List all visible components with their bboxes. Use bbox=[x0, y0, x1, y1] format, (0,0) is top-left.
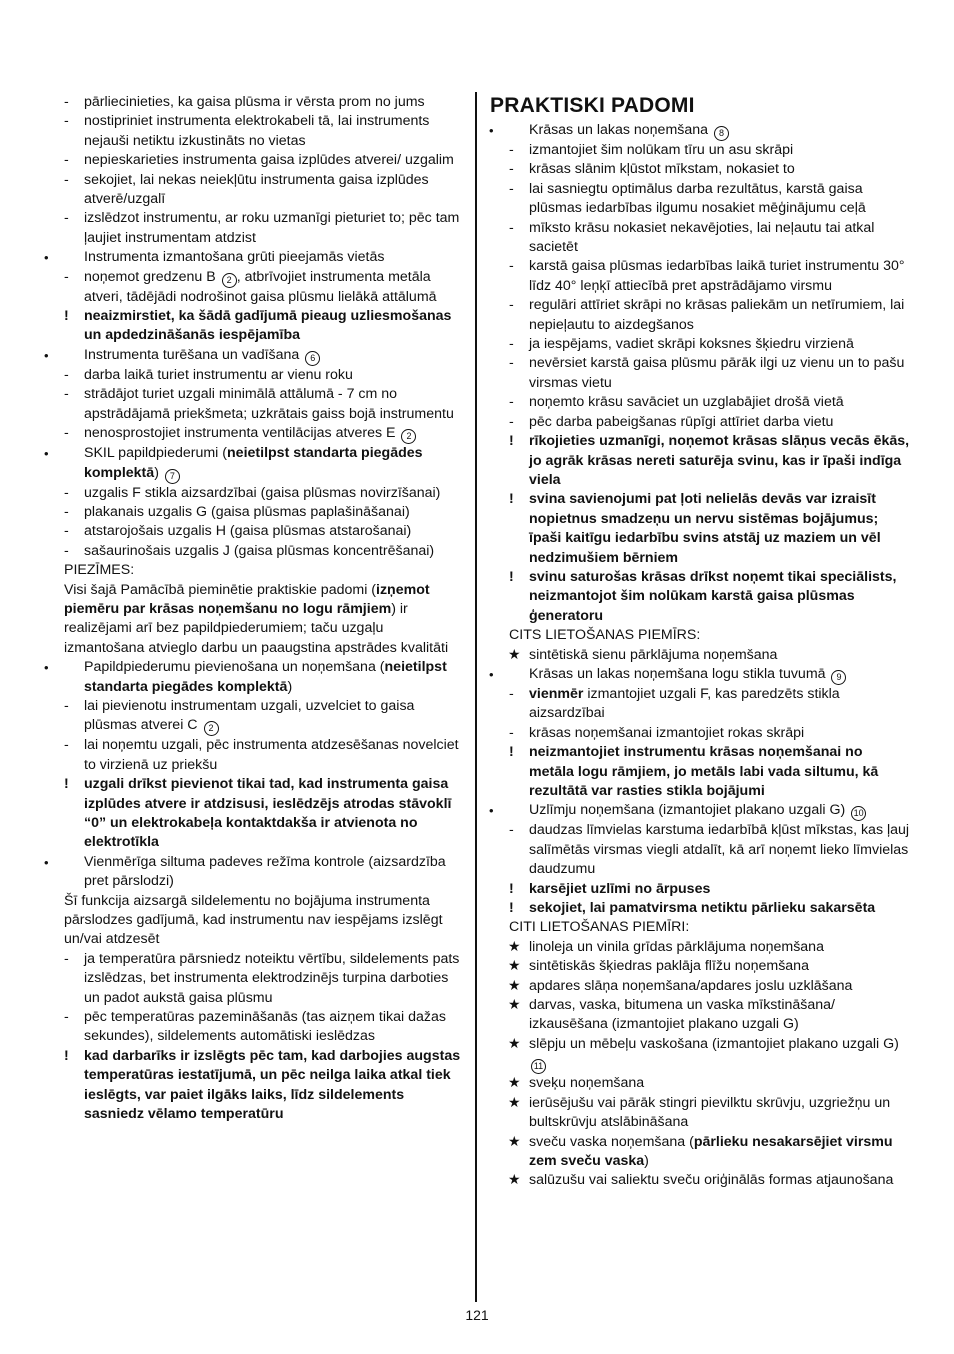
figure-ref-number: 9 bbox=[831, 670, 846, 685]
item-text bbox=[529, 725, 804, 741]
text-run: salūzušu vai saliektu sveču oriģinālās formas atjaunošana bbox=[529, 1172, 894, 1189]
left-list-item bbox=[44, 151, 464, 170]
text-run: sintētiskās šķiedras paklāja flīžu noņemšana bbox=[529, 958, 809, 975]
right-list-item bbox=[489, 899, 911, 918]
text-run: apdares slāņa noņemšana/apdares joslu uzklāšana bbox=[529, 977, 853, 994]
text-run: darvas, vaska, bitumena un vaska mīkstināšana/ izkausēšana (izmantojiet plakano uzgali G) bbox=[529, 997, 835, 1033]
left-list-item bbox=[44, 658, 464, 697]
dash-bullet: - bbox=[64, 268, 69, 285]
item-text bbox=[529, 1075, 644, 1091]
item-text bbox=[84, 94, 425, 110]
bullet: • bbox=[489, 666, 494, 682]
dash-bullet: - bbox=[64, 386, 69, 403]
text-run: kad darbarīks ir izslēgts pēc tam, kad darbojies augstas temperatūras iestatījumā, un pēc neilga laika atkal tiek ieslēgts, var paiet ilgāks laiks, līdz sildelements sasniedz vēlamo temperatūru bbox=[84, 1047, 461, 1123]
text-run: ja iespējams, vadiet skrāpi koksnes šķiedru virzienā bbox=[529, 336, 854, 353]
text-run: nenosprostojiet instrumenta ventilācijas atveres E bbox=[84, 425, 396, 442]
figure-ref-number: 2 bbox=[204, 721, 219, 736]
right-list-item bbox=[489, 918, 911, 937]
star-bullet: ★ bbox=[508, 646, 521, 663]
item-text bbox=[84, 445, 423, 480]
figure-ref-number: 2 bbox=[222, 273, 237, 288]
left-list-item bbox=[44, 209, 464, 248]
dash-bullet: - bbox=[64, 171, 69, 188]
right-list-item bbox=[489, 1074, 911, 1093]
left-list-item bbox=[44, 385, 464, 424]
right-column bbox=[489, 93, 911, 1191]
text-run: CITI LIETOŠANAS PIEMĪRI: bbox=[509, 919, 690, 936]
dash-bullet: - bbox=[509, 724, 514, 741]
bullet: • bbox=[44, 446, 49, 462]
item-text bbox=[64, 893, 443, 948]
right-list-item bbox=[489, 568, 911, 626]
warning-mark: ! bbox=[509, 880, 514, 897]
section-title: PRAKTISKI PADOMI bbox=[490, 94, 695, 117]
text-run: pēc temperatūras pazemināšanās (tas aizņem tikai dažas sekundes), sildelements automātiski ieslēdzas bbox=[84, 1009, 446, 1045]
warning-mark: ! bbox=[509, 433, 514, 450]
item-text bbox=[84, 269, 437, 305]
left-list-item bbox=[44, 93, 464, 112]
text-run: sveču vaska noņemšana ( bbox=[529, 1133, 694, 1150]
item-text bbox=[84, 523, 411, 539]
right-list-item bbox=[489, 432, 911, 490]
item-text bbox=[529, 939, 824, 955]
text-run: lai sasniegtu optimālus darba rezultātus, karstā gaisa plūsmas iedarbības ilgumu nosakiet mēģinājumu ceļā bbox=[529, 180, 866, 217]
right-list-item bbox=[489, 665, 911, 685]
item-text bbox=[84, 152, 454, 168]
figure-ref-number: 8 bbox=[714, 126, 729, 141]
text-run: ierūsējušu vai pārāk stingri pievilktu skrūvju, uzgriežņu un bultskrūvju atslābināšana bbox=[529, 1094, 891, 1131]
bold-text-run: neietilpst standarta piegādes komplektā bbox=[84, 445, 423, 481]
dash-bullet: - bbox=[64, 523, 69, 540]
right-list-item bbox=[489, 257, 911, 296]
text-run: Instrumenta turēšana un vadīšana bbox=[84, 346, 300, 363]
text-run: Krāsas un lakas noņemšana logu stikla tuvumā bbox=[529, 665, 826, 682]
item-text bbox=[529, 997, 835, 1032]
right-list-item bbox=[489, 160, 911, 179]
left-list-item bbox=[44, 366, 464, 385]
right-list-item bbox=[489, 413, 911, 432]
text-run: pārliecinieties, ka gaisa plūsma ir vērsta prom no jums bbox=[84, 94, 425, 110]
text-run: daudzas līmvielas karstuma iedarbībā kļūst mīkstas, kas ļauj salīmētās virsmas viegli atdalīt, kā arī noņemt lieko līmvielas daudzumu bbox=[529, 822, 910, 878]
dash-bullet: - bbox=[64, 697, 69, 714]
dash-bullet: - bbox=[509, 297, 514, 314]
text-run: lai noņemtu uzgali, pēc instrumenta atdzesēšanas novelciet to virzienā uz priekšu bbox=[84, 737, 459, 773]
dash-bullet: - bbox=[509, 394, 514, 411]
item-text bbox=[529, 122, 729, 138]
right-list-item bbox=[489, 1094, 911, 1133]
text-run: SKIL papildpiederumi ( bbox=[84, 445, 228, 462]
text-run: ) bbox=[644, 1152, 649, 1169]
right-list-item bbox=[489, 393, 911, 412]
dash-bullet: - bbox=[509, 161, 514, 178]
text-run: plakanais uzgalis G (gaisa plūsmas paplašināšanai) bbox=[84, 503, 410, 520]
dash-bullet: - bbox=[509, 413, 514, 430]
left-list-item bbox=[44, 892, 464, 950]
item-text bbox=[84, 308, 451, 343]
item-text bbox=[529, 686, 840, 721]
item-text bbox=[529, 336, 854, 352]
bullet: • bbox=[489, 803, 494, 819]
item-text bbox=[84, 249, 384, 265]
text-run: nepieskarieties instrumenta gaisa izplūdes atverei/ uzgalim bbox=[84, 152, 454, 169]
right-list-item bbox=[489, 626, 911, 645]
text-run: regulāri attīriet skrāpi no krāsas paliekām un netīrumiem, lai nepieļautu to aizdegšanos bbox=[529, 297, 905, 333]
warning-mark: ! bbox=[64, 308, 69, 325]
star-bullet: ★ bbox=[508, 1172, 521, 1189]
text-run: krāsas slānim kļūstot mīkstam, nokasiet to bbox=[529, 161, 795, 178]
left-list-item bbox=[44, 697, 464, 736]
text-run: mīksto krāsu nokasiet nekavējoties, lai neļautu tai atkal sacietēt bbox=[529, 219, 875, 256]
item-text bbox=[84, 1048, 460, 1122]
right-list-item bbox=[489, 490, 911, 568]
dash-bullet: - bbox=[64, 152, 69, 169]
dash-bullet: - bbox=[64, 503, 69, 520]
text-run: nevērsiet karstā gaisa plūsmu pārāk ilgi uz vienu un to pašu virsmas vietu bbox=[529, 355, 905, 391]
dash-bullet: - bbox=[509, 180, 514, 197]
left-list-item bbox=[44, 775, 464, 853]
item-text bbox=[64, 562, 134, 578]
item-text bbox=[84, 172, 429, 207]
right-list-item bbox=[489, 685, 911, 724]
dash-bullet: - bbox=[509, 142, 514, 158]
bullet: • bbox=[44, 660, 49, 676]
left-list-item bbox=[44, 950, 464, 1008]
text-run: Krāsas un lakas noņemšana bbox=[529, 122, 709, 138]
item-text bbox=[84, 659, 447, 694]
star-bullet: ★ bbox=[508, 1133, 521, 1150]
item-text bbox=[84, 113, 429, 148]
right-list-item bbox=[489, 724, 911, 743]
text-run: slēpju un mēbeļu vaskošana (izmantojiet plakano uzgali G) bbox=[529, 1035, 899, 1052]
text-run: ja temperatūra pārsniedz noteiktu vērtību, sildelements pats izslēdzas, bet instrumenta elektrodzinējs turpina darboties un padot aukstā gaisa plūsmu bbox=[84, 950, 460, 1006]
dash-bullet: - bbox=[64, 737, 69, 754]
dash-bullet: - bbox=[509, 336, 514, 353]
left-list-item bbox=[44, 1008, 464, 1047]
item-text bbox=[84, 1009, 446, 1044]
left-list-item bbox=[44, 542, 464, 561]
item-text bbox=[84, 854, 446, 889]
item-text bbox=[529, 297, 904, 332]
text-run: Visi šajā Pamācībā pieminētie praktiskie padomi ( bbox=[64, 581, 377, 598]
dash-bullet: - bbox=[64, 210, 69, 227]
right-column-items bbox=[489, 121, 911, 1191]
right-list-item bbox=[489, 1171, 911, 1190]
right-list-item bbox=[489, 957, 911, 976]
figure-ref-number: 2 bbox=[401, 429, 416, 444]
text-run: izslēdzot instrumentu, ar roku uzmanīgi pieturiet to; pēc tam ļaujiet instrumentam atdzist bbox=[84, 210, 460, 246]
right-list-item bbox=[489, 180, 911, 219]
bold-text-run: neietilpst standarta piegādes komplektā bbox=[84, 659, 447, 695]
bold-text-run: pārlieku nesakarsējiet virsmu zem sveču vaska bbox=[529, 1133, 893, 1169]
item-text bbox=[529, 414, 833, 430]
item-text bbox=[84, 504, 410, 520]
item-text bbox=[509, 627, 700, 643]
warning-mark: ! bbox=[509, 491, 514, 508]
item-text bbox=[529, 1134, 893, 1169]
star-bullet: ★ bbox=[508, 977, 521, 994]
left-list-item bbox=[44, 112, 464, 151]
text-run: CITS LIETOŠANAS PIEMĪRS: bbox=[509, 627, 701, 644]
right-list-item bbox=[489, 335, 911, 354]
item-text bbox=[529, 491, 881, 565]
text-run: ) bbox=[154, 464, 159, 481]
star-bullet: ★ bbox=[508, 1075, 521, 1092]
item-text bbox=[84, 951, 459, 1006]
text-run: strādājot turiet uzgali minimālā attālumā - 7 cm no apstrādājamā priekšmeta; uzkrātais gaiss bojā instrumentu bbox=[84, 386, 454, 422]
text-run: Instrumenta izmantošana grūti pieejamās vietās bbox=[84, 249, 385, 266]
dash-bullet: - bbox=[64, 94, 69, 110]
column-divider bbox=[475, 92, 477, 1302]
text-run: darba laikā turiet instrumentu ar vienu roku bbox=[84, 366, 353, 383]
text-run: linoleja un vinila grīdas pārklājuma noņemšana bbox=[529, 938, 824, 955]
text-run: karsējiet uzlīmi no ārpuses bbox=[529, 880, 711, 897]
item-text bbox=[529, 258, 905, 293]
text-run: Vienmērīga siltuma padeves režīma kontrole (aizsardzība pret pārslodzi) bbox=[84, 853, 446, 890]
text-run: noņemot gredzenu B bbox=[84, 268, 216, 285]
text-run: karstā gaisa plūsmas iedarbības laikā turiet instrumentu 30° līdz 40° leņķī attiecībā pret apstrādājamo virsmu bbox=[529, 258, 905, 294]
warning-mark: ! bbox=[509, 900, 514, 917]
item-text bbox=[84, 776, 451, 850]
bullet: • bbox=[44, 854, 49, 870]
bold-text-run: vienmēr bbox=[529, 685, 584, 702]
right-list-item bbox=[489, 296, 911, 335]
item-text bbox=[84, 698, 414, 733]
text-run: PIEZĪMES: bbox=[64, 562, 135, 579]
item-text bbox=[529, 978, 852, 994]
text-run: atstarojošais uzgalis H (gaisa plūsmas atstarošanai) bbox=[84, 523, 412, 540]
item-text bbox=[529, 569, 896, 624]
left-list-item bbox=[44, 248, 464, 267]
item-text bbox=[529, 1036, 899, 1071]
item-text bbox=[529, 802, 866, 818]
item-text bbox=[529, 881, 710, 897]
text-run: sekojiet, lai nekas neiekļūtu instrumenta gaisa izplūdes atverē/uzgalī bbox=[84, 171, 429, 208]
dash-bullet: - bbox=[509, 685, 514, 702]
item-text bbox=[529, 900, 875, 916]
text-run: uzgalis F stikla aizsardzībai (gaisa plūsmas novirzīšanai) bbox=[84, 484, 441, 501]
figure-ref-number: 6 bbox=[305, 351, 320, 366]
left-list-item bbox=[44, 736, 464, 775]
dash-bullet: - bbox=[64, 113, 69, 130]
left-list-item bbox=[44, 484, 464, 503]
text-run: noņemto krāsu savāciet un uzglabājiet drošā vietā bbox=[529, 394, 844, 411]
item-text bbox=[84, 386, 454, 421]
text-run: Šī funkcija aizsargā sildelementu no bojājuma instrumenta pārslodzes gadījumā, kad instrumentu nav iespējams izslēgt un/vai atdzesēt bbox=[64, 892, 443, 948]
page-number: 121 bbox=[465, 1307, 489, 1323]
left-list-item bbox=[44, 1047, 464, 1125]
left-list-item bbox=[44, 424, 464, 444]
item-text bbox=[529, 647, 777, 663]
star-bullet: ★ bbox=[508, 958, 521, 975]
item-text bbox=[529, 355, 904, 390]
text-run: Papildpiederumu pievienošana un noņemšana ( bbox=[84, 659, 385, 676]
item-text bbox=[84, 543, 434, 559]
text-run: ) bbox=[287, 678, 293, 695]
right-list-item bbox=[489, 938, 911, 957]
star-bullet: ★ bbox=[508, 997, 521, 1014]
left-list-item bbox=[44, 561, 464, 580]
left-list-item bbox=[44, 522, 464, 541]
text-run: uzgali drīkst pievienot tikai tad, kad instrumenta gaisa izplūdes atvere ir atdzisusi, ieslēdzējs atrodas stāvoklī “0” un elektrokabeļa kontaktdakša ir atvienota no elektrotīkla bbox=[84, 776, 452, 851]
dash-bullet: - bbox=[64, 950, 69, 967]
left-list-item bbox=[44, 853, 464, 892]
figure-ref-number: 11 bbox=[531, 1059, 546, 1074]
figure-ref-number: 10 bbox=[851, 806, 866, 821]
text-run: sveķu noņemšana bbox=[529, 1075, 645, 1092]
left-list-item bbox=[44, 307, 464, 346]
text-run: rīkojieties uzmanīgi, noņemot krāsas slāņus vecās ēkās, jo agrāk krāsas nereti saturēja svinu, kas ir īpaši indīga viela bbox=[529, 433, 910, 488]
item-text bbox=[529, 433, 909, 488]
right-list-item bbox=[489, 996, 911, 1035]
star-bullet: ★ bbox=[508, 1035, 521, 1052]
item-text bbox=[84, 737, 459, 772]
item-text bbox=[529, 744, 878, 799]
right-list-item bbox=[489, 121, 911, 141]
text-run: Uzlīmju noņemšana (izmantojiet plakano uzgali G) bbox=[529, 802, 846, 819]
right-list-item bbox=[489, 743, 911, 801]
dash-bullet: - bbox=[64, 1009, 69, 1026]
warning-mark: ! bbox=[509, 744, 514, 761]
bold-text-run: izņemot piemēru par krāsas noņemšanu no logu rāmjiem bbox=[64, 581, 430, 617]
text-run: izmantojiet šim nolūkam tīru un asu skrāpi bbox=[529, 142, 794, 158]
right-list-item bbox=[489, 141, 911, 160]
text-run: , atbrīvojiet instrumenta metāla atveri, tādējādi nodrošinot gaisa plūsmu lielākā attālumā bbox=[84, 268, 437, 305]
text-run: lai pievienotu instrumentam uzgali, uzvelciet to gaisa plūsmas atverei C bbox=[84, 697, 415, 734]
dash-bullet: - bbox=[64, 484, 69, 501]
item-text bbox=[529, 1095, 890, 1130]
item-text bbox=[529, 822, 909, 877]
dash-bullet: - bbox=[64, 542, 69, 559]
warning-mark: ! bbox=[64, 1047, 69, 1064]
item-text bbox=[84, 210, 459, 245]
item-text bbox=[64, 582, 448, 656]
left-list-item bbox=[44, 268, 464, 307]
left-list-item bbox=[44, 171, 464, 210]
dash-bullet: - bbox=[509, 219, 514, 236]
dash-bullet: - bbox=[509, 258, 514, 275]
left-list-item bbox=[44, 346, 464, 366]
text-run: krāsas noņemšanai izmantojiet rokas skrāpi bbox=[529, 724, 805, 741]
dash-bullet: - bbox=[509, 355, 514, 372]
item-text bbox=[84, 367, 353, 383]
right-list-item bbox=[489, 821, 911, 879]
dash-bullet: - bbox=[509, 822, 514, 839]
item-text bbox=[529, 220, 874, 255]
item-text bbox=[529, 161, 795, 177]
item-text bbox=[529, 142, 793, 158]
text-run: sekojiet, lai pamatvirsma netiktu pārlieku sakarsēta bbox=[529, 900, 876, 917]
left-list-item bbox=[44, 581, 464, 659]
text-run: svinu saturošas krāsas drīkst noņemt tikai speciālists, neizmantojot šim nolūkam karstā gaisa plūsmas ģeneratoru bbox=[529, 568, 897, 624]
dash-bullet: - bbox=[64, 366, 69, 383]
star-bullet: ★ bbox=[508, 938, 521, 955]
figure-ref-number: 7 bbox=[165, 469, 180, 484]
bullet: • bbox=[44, 250, 49, 266]
text-run: svina savienojumi pat ļoti nelielās devās var izraisīt nopietnus smadzeņu un nervu sistēmas bojājumus; īpaši kaitīgu iedarbību svins atstāj uz maziem un vēl nedzimušiem bērniem bbox=[529, 491, 881, 566]
warning-mark: ! bbox=[509, 568, 514, 585]
item-text bbox=[529, 394, 844, 410]
right-list-item bbox=[489, 977, 911, 996]
item-text bbox=[529, 181, 866, 216]
left-list-item bbox=[44, 444, 464, 483]
dash-bullet: - bbox=[64, 425, 69, 442]
text-run: neaizmirstiet, ka šādā gadījumā pieaug uzliesmošanas un apdedzināšanās iespējamība bbox=[84, 308, 452, 344]
text-run: sintētiskā sienu pārklājuma noņemšana bbox=[529, 646, 778, 663]
item-text bbox=[84, 485, 440, 501]
left-list-item bbox=[44, 503, 464, 522]
item-text bbox=[84, 425, 416, 441]
right-list-item bbox=[489, 1035, 911, 1074]
right-list-item bbox=[489, 801, 911, 821]
right-list-item bbox=[489, 219, 911, 258]
warning-mark: ! bbox=[64, 776, 69, 793]
right-list-item bbox=[489, 880, 911, 899]
left-column bbox=[44, 93, 464, 1125]
text-run: ) ir realizējami arī bez papildpiederumiem; taču uzgaļu izmantošana atvieglo darbu un paaugstina apstrādes kvalitāti bbox=[64, 600, 449, 656]
item-text bbox=[529, 666, 846, 682]
item-text bbox=[84, 347, 320, 363]
right-list-item bbox=[489, 1133, 911, 1172]
item-text bbox=[509, 919, 689, 935]
text-run: sašaurinošais uzgalis J (gaisa plūsmas koncentrēšanai) bbox=[84, 542, 435, 559]
bullet: • bbox=[44, 347, 49, 363]
right-list-item bbox=[489, 354, 911, 393]
item-text bbox=[529, 1172, 893, 1188]
text-run: izmantojiet uzgali F, kas paredzēts stikla aizsardzībai bbox=[529, 685, 840, 722]
star-bullet: ★ bbox=[508, 1094, 521, 1111]
right-list-item bbox=[489, 646, 911, 665]
text-run: neizmantojiet instrumentu krāsas noņemšanai no metāla logu rāmjiem, jo metāls labi vada siltumu, kā rezultātā var rasties stikla bojājumi bbox=[529, 744, 879, 799]
text-run: nostipriniet instrumenta elektrokabeli tā, lai instruments nejauši netiktu izkustināts no vietas bbox=[84, 113, 430, 149]
bullet: • bbox=[489, 123, 494, 138]
text-run: pēc darba pabeigšanas rūpīgi attīriet darba vietu bbox=[529, 413, 834, 430]
item-text bbox=[529, 958, 809, 974]
